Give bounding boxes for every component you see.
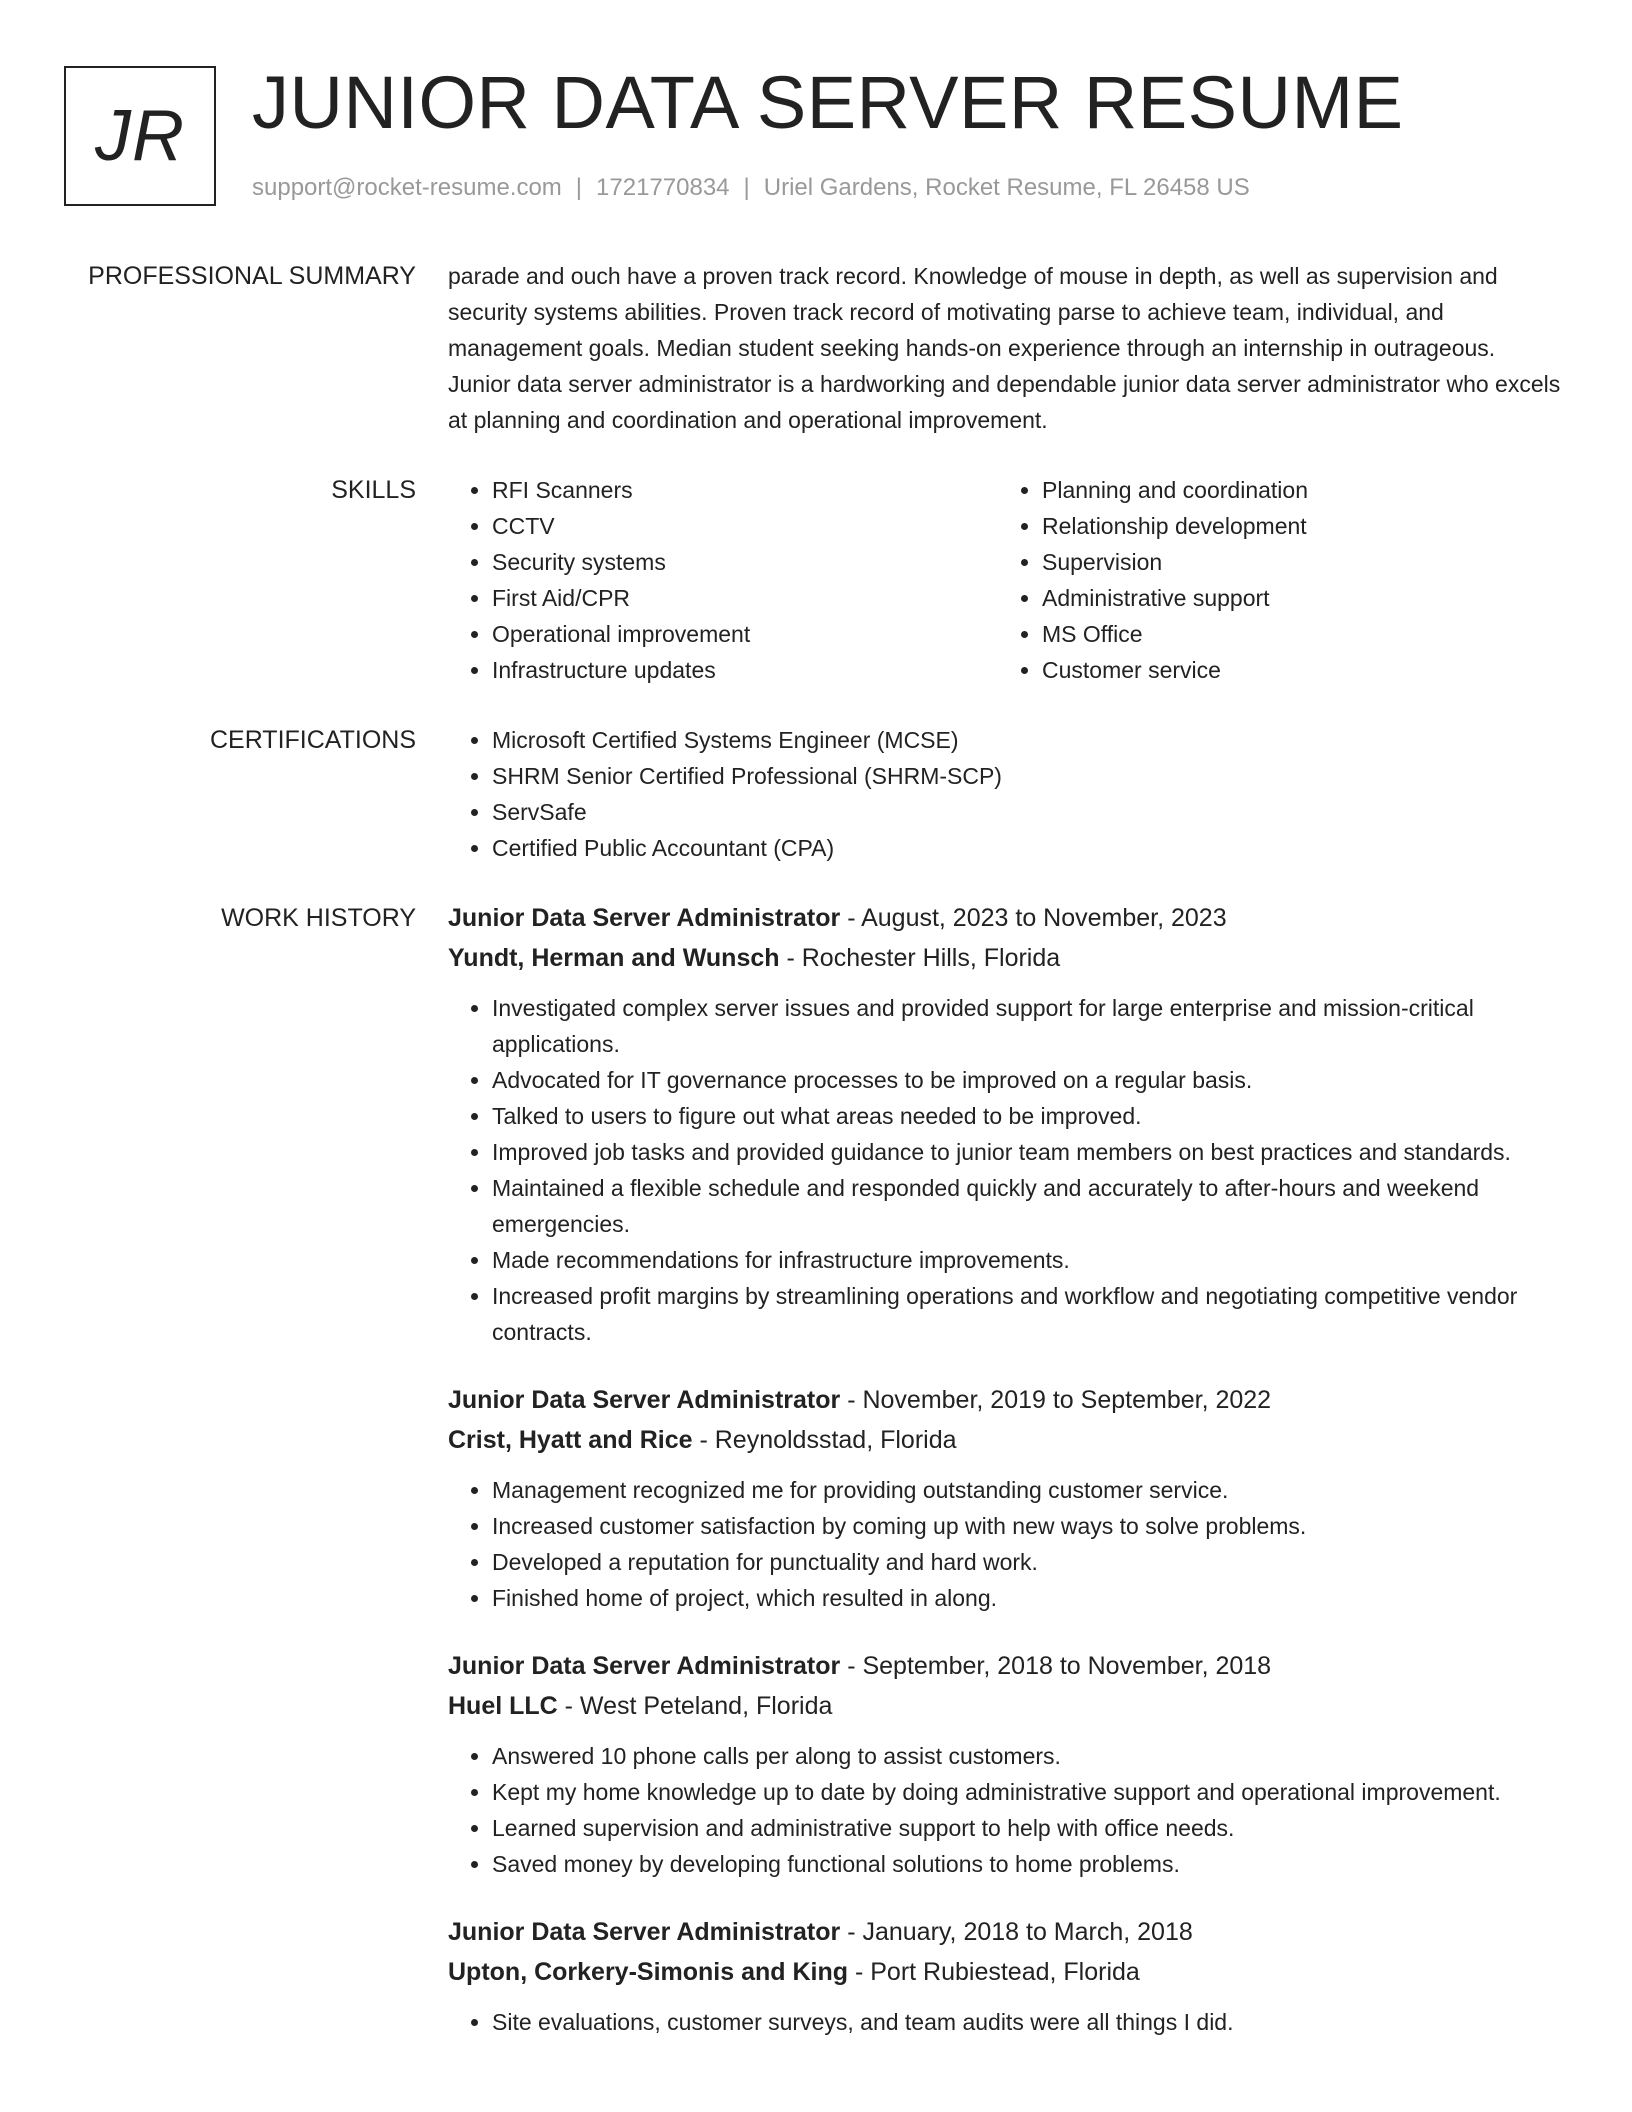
- job-bullet: • Developed a reputation for punctuality and hard work.: [492, 1544, 1564, 1580]
- job-company: Upton, Corkery-Simonis and King: [448, 1958, 849, 1986]
- skills-column-1: [448, 472, 998, 688]
- job-entry: [448, 1380, 1564, 1616]
- work-history-body: [448, 898, 1564, 2070]
- job-company-line: [448, 1686, 1564, 1726]
- contact-line: [252, 174, 1250, 202]
- skill-item: • Administrative support: [1042, 580, 1548, 616]
- job-bullet: • Management recognized me for providing outstanding customer service.: [492, 1472, 1564, 1508]
- summary-body: [448, 258, 1564, 438]
- job-location: - Reynoldsstad, Florida: [692, 1426, 957, 1454]
- job-bullet: • Finished home of project, which resulted in along.: [492, 1580, 1564, 1616]
- certification-item: • Certified Public Accountant (CPA): [492, 830, 1564, 866]
- job-company-line: [448, 1420, 1564, 1460]
- job-dates: - September, 2018 to November, 2018: [840, 1652, 1272, 1680]
- skills-column-2: [998, 472, 1548, 688]
- skills-heading: SKILLS: [331, 476, 416, 504]
- skill-item: • Supervision: [1042, 544, 1548, 580]
- job-entry: [448, 1912, 1564, 2040]
- job-bullets: [448, 990, 1564, 1350]
- job-title: Junior Data Server Administrator: [448, 1918, 841, 1946]
- job-bullet: • Talked to users to figure out what areas needed to be improved.: [492, 1098, 1564, 1134]
- resume-header: [64, 61, 1584, 212]
- job-title: Junior Data Server Administrator: [448, 1652, 841, 1680]
- contact-address: Uriel Gardens, Rocket Resume, FL 26458 US: [763, 174, 1250, 201]
- skill-item: • Operational improvement: [492, 616, 998, 652]
- job-title-line: [448, 1646, 1564, 1686]
- job-bullets: [448, 1472, 1564, 1616]
- job-title-line: [448, 1380, 1564, 1420]
- skill-item: • Customer service: [1042, 652, 1548, 688]
- job-bullets: [448, 2004, 1564, 2040]
- job-location: - Port Rubiestead, Florida: [848, 1958, 1140, 1986]
- certifications-heading: CERTIFICATIONS: [209, 726, 416, 754]
- monogram-logo: JR: [64, 66, 216, 206]
- contact-phone: 1721770834: [596, 174, 730, 201]
- contact-email: support@rocket-resume.com: [252, 174, 562, 201]
- job-title-line: [448, 898, 1564, 938]
- job-bullet: • Learned supervision and administrative support to help with office needs.: [492, 1810, 1564, 1846]
- job-company: Crist, Hyatt and Rice: [448, 1426, 693, 1454]
- job-bullet: • Investigated complex server issues and provided support for large enterprise and mission-critical applications.: [492, 990, 1564, 1062]
- contact-separator: |: [743, 174, 750, 201]
- job-entry: [448, 1646, 1564, 1882]
- job-bullet: • Increased profit margins by streamlining operations and workflow and negotiating competitive vendor contracts.: [492, 1278, 1564, 1350]
- job-bullet: • Answered 10 phone calls per along to assist customers.: [492, 1738, 1564, 1774]
- work-history-heading: WORK HISTORY: [221, 904, 416, 932]
- job-bullet: • Saved money by developing functional solutions to home problems.: [492, 1846, 1564, 1882]
- certification-item: • ServSafe: [492, 794, 1564, 830]
- resume-title: JUNIOR DATA SERVER RESUME: [252, 61, 1404, 144]
- job-title: Junior Data Server Administrator: [448, 904, 841, 932]
- job-company-line: [448, 1952, 1564, 1992]
- skill-item: • First Aid/CPR: [492, 580, 998, 616]
- contact-separator: |: [575, 174, 583, 201]
- skill-item: • Security systems: [492, 544, 998, 580]
- job-dates: - November, 2019 to September, 2022: [840, 1386, 1272, 1414]
- job-location: - Rochester Hills, Florida: [779, 944, 1061, 972]
- skill-item: • CCTV: [492, 508, 998, 544]
- skill-item: • Planning and coordination: [1042, 472, 1548, 508]
- job-bullet: • Improved job tasks and provided guidance to junior team members on best practices and standards.: [492, 1134, 1564, 1170]
- job-entry: [448, 898, 1564, 1350]
- job-bullet: • Made recommendations for infrastructure improvements.: [492, 1242, 1564, 1278]
- job-bullet: • Site evaluations, customer surveys, and team audits were all things I did.: [492, 2004, 1564, 2040]
- job-bullet: • Maintained a flexible schedule and responded quickly and accurately to after-hours and weekend emergencies.: [492, 1170, 1564, 1242]
- skill-item: • Relationship development: [1042, 508, 1548, 544]
- summary-text: parade and ouch have a proven track record. Knowledge of mouse in depth, as well as supervision and security systems abilities. Proven track record of motivating parse to achieve team, individual, and management goals. Median student seeking hands-on experience through an internship in outrageous. Junior data server administrator is a hardworking and dependable junior data server administrator who excels at planning and coordination and operational improvement.: [448, 263, 1561, 433]
- job-title-line: [448, 1912, 1564, 1952]
- certifications-list: [448, 722, 1564, 866]
- certification-item: • SHRM Senior Certified Professional (SHRM-SCP): [492, 758, 1564, 794]
- job-company: Yundt, Herman and Wunsch: [448, 944, 780, 972]
- job-company: Huel LLC: [448, 1692, 558, 1720]
- job-bullets: [448, 1738, 1564, 1882]
- job-title: Junior Data Server Administrator: [448, 1386, 841, 1414]
- job-bullet: • Increased customer satisfaction by coming up with new ways to solve problems.: [492, 1508, 1564, 1544]
- summary-heading: PROFESSIONAL SUMMARY: [88, 262, 416, 290]
- skill-item: • MS Office: [1042, 616, 1548, 652]
- skill-item: • Infrastructure updates: [492, 652, 998, 688]
- job-bullet: • Advocated for IT governance processes to be improved on a regular basis.: [492, 1062, 1564, 1098]
- certifications-body: [448, 722, 1564, 866]
- skill-item: • RFI Scanners: [492, 472, 998, 508]
- job-dates: - January, 2018 to March, 2018: [840, 1918, 1193, 1946]
- job-dates: - August, 2023 to November, 2023: [840, 904, 1227, 932]
- skills-body: [448, 472, 1564, 688]
- job-company-line: [448, 938, 1564, 978]
- job-location: - West Peteland, Florida: [557, 1692, 833, 1720]
- job-bullet: • Kept my home knowledge up to date by doing administrative support and operational improvement.: [492, 1774, 1564, 1810]
- certification-item: • Microsoft Certified Systems Engineer (MCSE): [492, 722, 1564, 758]
